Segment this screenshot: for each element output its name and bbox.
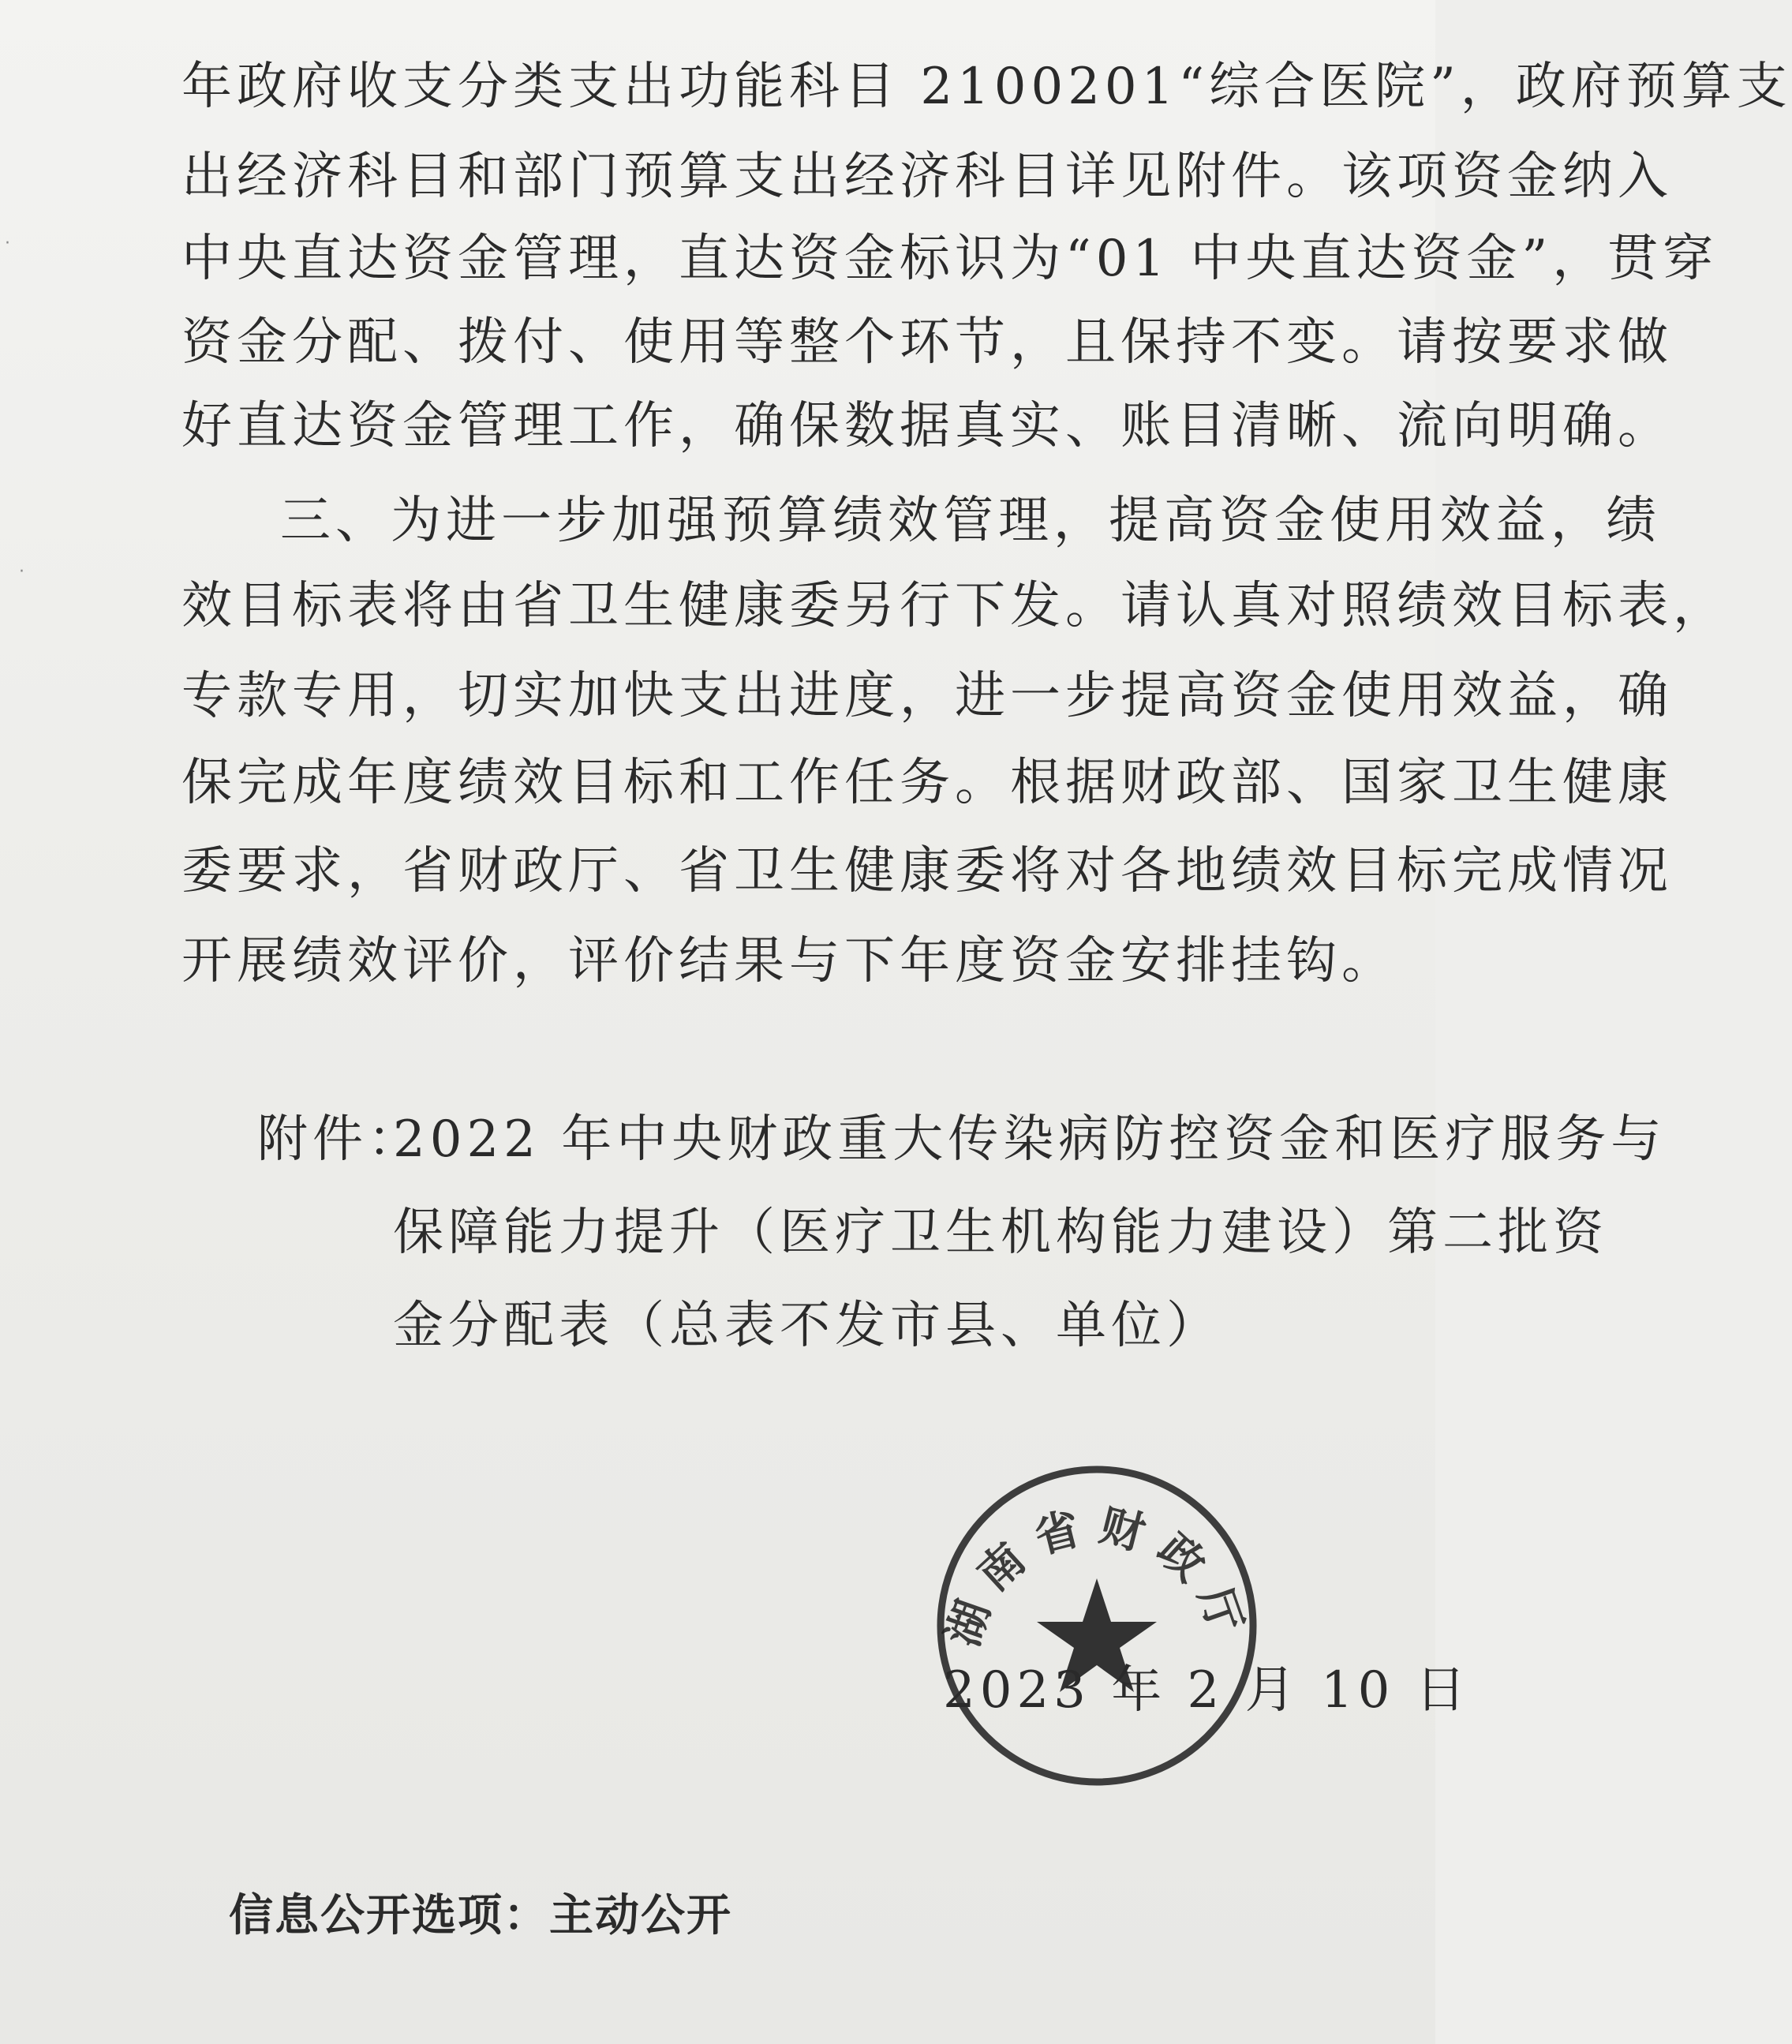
attachment-line: 2022 年中央财政重大传染病防控资金和医疗服务与	[393, 1110, 1667, 1169]
body-line: 资金分配、拨付、使用等整个环节，且保持不变。请按要求做	[181, 313, 1673, 372]
body-line: 保完成年度绩效目标和工作任务。根据财政部、国家卫生健康	[181, 754, 1673, 812]
body-line: 三、为进一步加强预算绩效管理，提高资金使用效益，绩	[280, 492, 1661, 550]
body-line: 中央直达资金管理，直达资金标识为“01 中央直达资金”，贯穿	[181, 230, 1719, 288]
scan-mark: ·	[19, 562, 24, 582]
document-date: 2023 年 2 月 10 日	[943, 1661, 1471, 1720]
body-line: 效目标表将由省卫生健康委另行下发。请认真对照绩效目标表，	[181, 577, 1728, 635]
attachment-line: 金分配表（总表不发市县、单位）	[393, 1297, 1221, 1355]
disclosure-option: 信息公开选项：主动公开	[229, 1890, 732, 1941]
seal-text: 湖南省财政厅	[937, 1499, 1257, 1653]
body-line: 出经济科目和部门预算支出经济科目详见附件。该项资金纳入	[181, 148, 1673, 206]
scan-mark: ·	[5, 234, 10, 253]
body-line: 好直达资金管理工作，确保数据真实、账目清晰、流向明确。	[181, 397, 1673, 455]
body-line: 专款专用，切实加快支出进度，进一步提高资金使用效益，确	[181, 667, 1673, 725]
body-line: 年政府收支分类支出功能科目 2100201“综合医院”，政府预算支	[181, 58, 1792, 116]
official-seal	[931, 1460, 1263, 1791]
attachment-label: 附件：	[257, 1110, 423, 1169]
body-line: 开展绩效评价，评价结果与下年度资金安排挂钩。	[181, 932, 1397, 990]
attachment-line: 保障能力提升（医疗卫生机构能力建设）第二批资	[393, 1204, 1608, 1262]
body-line: 委要求，省财政厅、省卫生健康委将对各地绩效目标完成情况	[181, 842, 1673, 900]
